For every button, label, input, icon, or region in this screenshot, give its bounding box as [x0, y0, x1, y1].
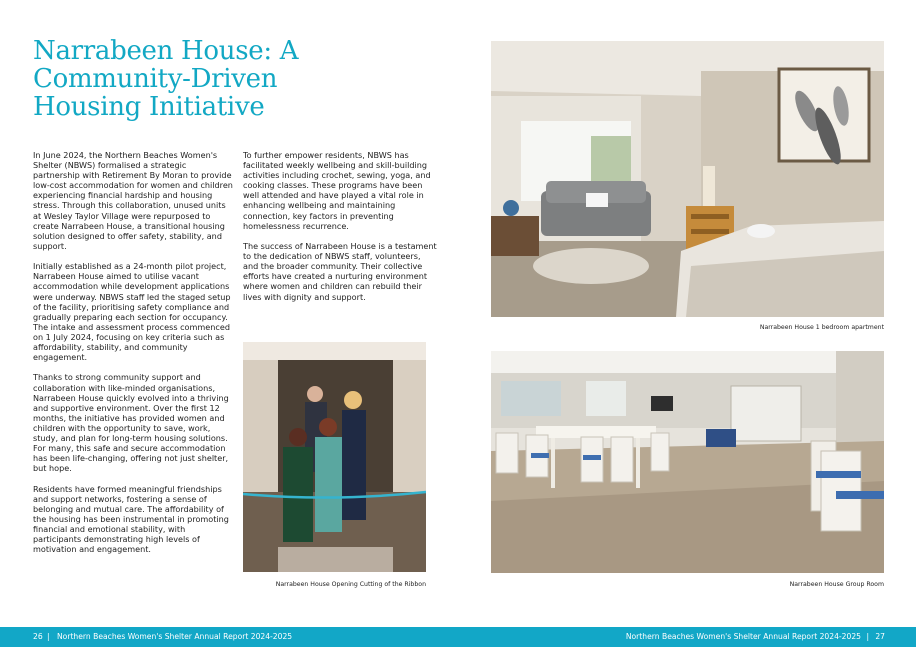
footer-right-title: Northern Beaches Women's Shelter Annual Report 2024-2025 — [625, 632, 861, 641]
paragraph: In June 2024, the Northern Beaches Women's Shelter (NBWS) formalised a strategic partnership with Retirement By Moran to provide low-cost accommodation for women and children experiencing financial hardship and housing stress. Through this collaboration, unused units at Wesley Taylor Village were repurposed to create Narrabeen House, a transitional housing solution designed to offer safety, stability, and support. — [33, 150, 233, 251]
paragraph: The success of Narrabeen House is a testament to the dedication of NBWS staff, volunteers, and the broader community. Their collective efforts have created a nurturing environment where women and children can rebuild their lives with dignity and support. — [243, 241, 437, 302]
footer-left-title: Northern Beaches Women's Shelter Annual Report 2024-2025 — [57, 632, 293, 641]
ribbon-cutting-illustration — [243, 342, 426, 572]
bedroom-illustration — [491, 41, 884, 317]
title-line-3: Housing Initiative — [33, 92, 265, 122]
paragraph: Thanks to strong community support and collaboration with like-minded organisations, Narrabeen House quickly evolved into a thriving and supportive environment. Over the first 12 months, the initiative has provided women and children with the opportunity to save, work, study, and plan for long-term housing solutions. For many, this safe and secure accommodation has been life-changing, offering not just shelter, but hope. — [33, 372, 229, 474]
paragraph: Initially established as a 24-month pilot project, Narrabeen House aimed to utilise vacant accommodation while development applications were underway. NBWS staff led the staged setup of the facility, prioritising safety compliance and gradually preparing each section for occupancy. The intake and assessment process commenced on 1 July 2024, focusing on key criteria such as affordability, stability, and community engagement. — [33, 261, 231, 363]
footer-left-separator: | — [47, 632, 50, 641]
body-column-left — [33, 150, 233, 565]
group-room-caption: Narrabeen House Group Room — [789, 581, 884, 588]
title-line-1: Narrabeen House: A — [33, 36, 299, 66]
group-room-photo — [491, 351, 884, 573]
footer-left-page-number: 26 — [33, 632, 43, 641]
paragraph: Residents have formed meaningful friendships and support networks, fostering a sense of belonging and mutual care. The affordability of the housing has been instrumental in promoting financial and emotional stability, with participants demonstrating high levels of motivation and engagement. — [33, 483, 229, 555]
footer-right-page-number: 27 — [875, 632, 885, 641]
page-title — [33, 37, 313, 121]
bedroom-caption: Narrabeen House 1 bedroom apartment — [759, 324, 884, 331]
bedroom-photo — [491, 41, 884, 317]
ribbon-cutting-photo — [243, 342, 426, 572]
paragraph: To further empower residents, NBWS has facilitated weekly wellbeing and skill-building activities including crochet, sewing, yoga, and cooking classes. These programs have been well attended and have played a vital role in enhancing wellbeing and maintaining connection, key factors in preventing homelessness recurrence. — [243, 150, 431, 231]
footer-right-separator: | — [866, 632, 869, 641]
page-footer — [0, 627, 916, 647]
title-line-2: Community-Driven — [33, 64, 278, 94]
body-column-right — [243, 150, 438, 312]
ribbon-caption: Narrabeen House Opening Cutting of the Ribbon — [275, 581, 426, 588]
group-room-illustration — [491, 351, 884, 573]
